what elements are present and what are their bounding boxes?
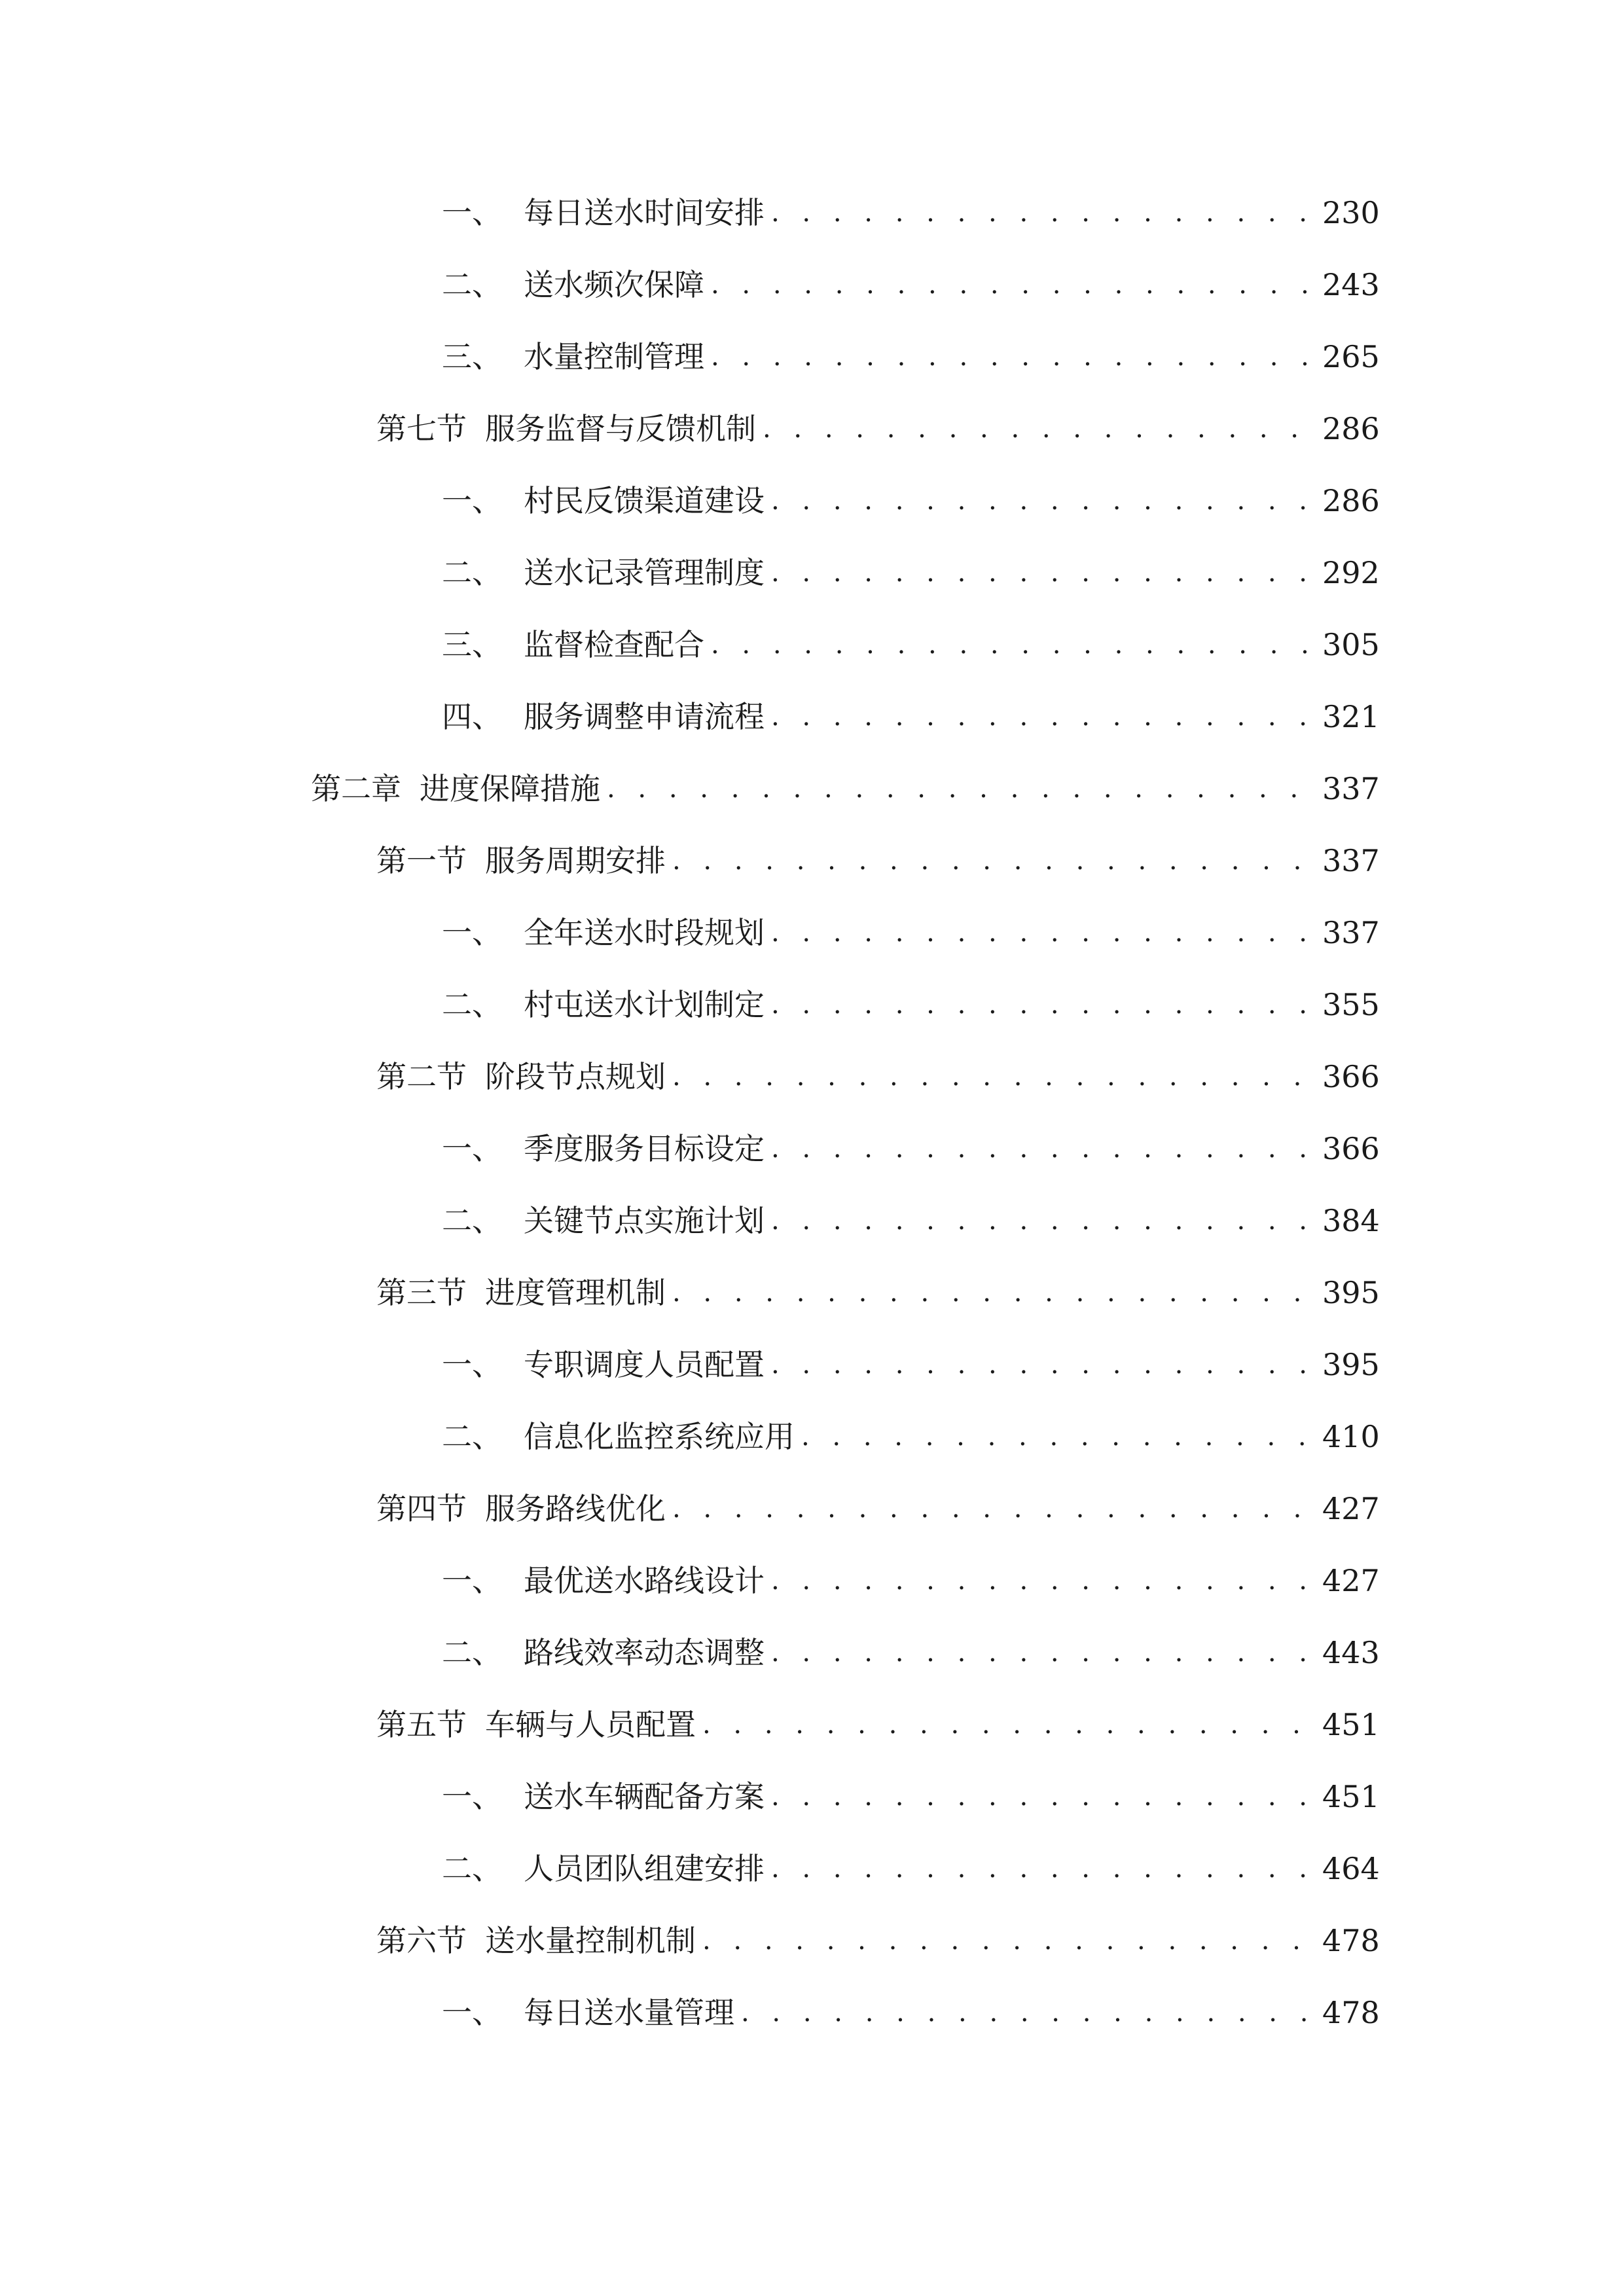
toc-dot-leader bbox=[771, 694, 1310, 740]
toc-dot-leader bbox=[771, 1774, 1310, 1820]
toc-entry-number: 二、 bbox=[442, 1851, 502, 1886]
toc-entry[interactable] bbox=[442, 1126, 1380, 1172]
toc-entry-page-number: 292 bbox=[1322, 555, 1380, 590]
toc-entry[interactable] bbox=[442, 1990, 1380, 2036]
toc-dot-leader bbox=[672, 838, 1310, 884]
toc-entry-page-number: 410 bbox=[1322, 1419, 1380, 1454]
toc-entry-number: 一、 bbox=[442, 1347, 502, 1382]
toc-entry[interactable] bbox=[442, 550, 1380, 596]
toc-entry-page-number: 395 bbox=[1322, 1275, 1380, 1310]
toc-entry-page-number: 384 bbox=[1322, 1203, 1380, 1238]
toc-dot-leader bbox=[711, 262, 1310, 308]
toc-dot-leader bbox=[801, 1414, 1310, 1460]
toc-entry-page-number: 265 bbox=[1322, 339, 1380, 374]
toc-entry-page-number: 286 bbox=[1322, 483, 1380, 518]
toc-dot-leader bbox=[672, 1270, 1310, 1316]
toc-entry[interactable] bbox=[442, 694, 1380, 740]
toc-entry-page-number: 337 bbox=[1322, 915, 1380, 950]
toc-entry[interactable] bbox=[442, 1414, 1380, 1460]
toc-entry-title: 村屯送水计划制定 bbox=[524, 987, 765, 1022]
toc-entry-title: 信息化监控系统应用 bbox=[524, 1419, 795, 1454]
toc-entry-number: 二、 bbox=[442, 267, 502, 302]
toc-entry-title: 最优送水路线设计 bbox=[524, 1563, 765, 1598]
toc-entry-title: 送水量控制机制 bbox=[485, 1923, 696, 1958]
toc-entry[interactable] bbox=[442, 334, 1380, 380]
toc-entry-page-number: 427 bbox=[1322, 1563, 1380, 1598]
toc-entry[interactable] bbox=[442, 1846, 1380, 1892]
toc-entry[interactable] bbox=[376, 1918, 1380, 1964]
toc-dot-leader bbox=[771, 478, 1310, 524]
toc-entry-number: 四、 bbox=[442, 699, 502, 734]
toc-entry-title: 专职调度人员配置 bbox=[524, 1347, 765, 1382]
toc-entry-title: 进度保障措施 bbox=[420, 771, 600, 806]
toc-entry-title: 服务周期安排 bbox=[485, 843, 666, 878]
toc-entry-number: 三、 bbox=[442, 339, 502, 374]
toc-entry-number: 二、 bbox=[442, 1635, 502, 1670]
toc-entry[interactable] bbox=[442, 1342, 1380, 1388]
toc-entry-title: 村民反馈渠道建设 bbox=[524, 483, 765, 518]
toc-entry[interactable] bbox=[442, 1774, 1380, 1820]
toc-entry-page-number: 464 bbox=[1322, 1851, 1380, 1886]
toc-entry-title: 监督检查配合 bbox=[524, 627, 704, 662]
toc-dot-leader bbox=[771, 1342, 1310, 1388]
toc-entry[interactable] bbox=[442, 1558, 1380, 1604]
toc-entry-page-number: 305 bbox=[1322, 627, 1380, 662]
toc-dot-leader bbox=[763, 406, 1310, 452]
toc-dot-leader bbox=[771, 1558, 1310, 1604]
toc-entry-title: 路线效率动态调整 bbox=[524, 1635, 765, 1670]
toc-entry-page-number: 286 bbox=[1322, 411, 1380, 446]
toc-entry-page-number: 366 bbox=[1322, 1131, 1380, 1166]
toc-entry-number: 一、 bbox=[442, 1779, 502, 1814]
toc-entry-page-number: 337 bbox=[1322, 843, 1380, 878]
toc-entry-number: 一、 bbox=[442, 195, 502, 230]
toc-entry-title: 每日送水量管理 bbox=[524, 1995, 734, 2030]
toc-entry[interactable] bbox=[376, 1270, 1380, 1316]
toc-dot-leader bbox=[711, 334, 1310, 380]
toc-entry[interactable] bbox=[376, 1486, 1380, 1532]
toc-entry-number: 第七节 bbox=[376, 411, 467, 446]
toc-entry-page-number: 443 bbox=[1322, 1635, 1380, 1670]
toc-dot-leader bbox=[672, 1486, 1310, 1532]
toc-entry-title: 每日送水时间安排 bbox=[524, 195, 765, 230]
toc-entry-number: 第二节 bbox=[376, 1059, 467, 1094]
toc-entry-number: 二、 bbox=[442, 987, 502, 1022]
toc-dot-leader bbox=[771, 550, 1310, 596]
toc-entry-title: 季度服务目标设定 bbox=[524, 1131, 765, 1166]
toc-entry-number: 一、 bbox=[442, 483, 502, 518]
toc-entry-number: 二、 bbox=[442, 1419, 502, 1454]
toc-entry-number: 第三节 bbox=[376, 1275, 467, 1310]
toc-entry-page-number: 243 bbox=[1322, 267, 1380, 302]
toc-entry-page-number: 427 bbox=[1322, 1491, 1380, 1526]
toc-entry-number: 一、 bbox=[442, 1995, 502, 2030]
toc-entry-number: 三、 bbox=[442, 627, 502, 662]
toc-entry[interactable] bbox=[376, 1054, 1380, 1100]
toc-entry-number: 第六节 bbox=[376, 1923, 467, 1958]
toc-entry-title: 全年送水时段规划 bbox=[524, 915, 765, 950]
toc-entry-title: 服务监督与反馈机制 bbox=[485, 411, 756, 446]
toc-dot-leader bbox=[702, 1918, 1310, 1964]
toc-dot-leader bbox=[711, 622, 1310, 668]
toc-entry-page-number: 478 bbox=[1322, 1995, 1380, 2030]
toc-dot-leader bbox=[741, 1990, 1310, 2036]
toc-entry-number: 一、 bbox=[442, 1131, 502, 1166]
toc-entry[interactable] bbox=[442, 262, 1380, 308]
toc-entry[interactable] bbox=[376, 1702, 1380, 1748]
toc-entry[interactable] bbox=[311, 766, 1380, 812]
toc-entry[interactable] bbox=[376, 838, 1380, 884]
toc-entry-number: 二、 bbox=[442, 1203, 502, 1238]
toc-entry-page-number: 321 bbox=[1322, 699, 1380, 734]
toc-entry-number: 第五节 bbox=[376, 1707, 467, 1742]
toc-entry-title: 水量控制管理 bbox=[524, 339, 704, 374]
toc-entry-number: 二、 bbox=[442, 555, 502, 590]
toc-entry-number: 一、 bbox=[442, 1563, 502, 1598]
toc-dot-leader bbox=[771, 1126, 1310, 1172]
toc-entry[interactable] bbox=[442, 622, 1380, 668]
toc-entry-title: 服务路线优化 bbox=[485, 1491, 666, 1526]
toc-entry[interactable] bbox=[442, 478, 1380, 524]
toc-entry-title: 人员团队组建安排 bbox=[524, 1851, 765, 1886]
toc-entry-title: 进度管理机制 bbox=[485, 1275, 666, 1310]
toc-dot-leader bbox=[672, 1054, 1310, 1100]
toc-entry-title: 服务调整申请流程 bbox=[524, 699, 765, 734]
toc-entry-page-number: 395 bbox=[1322, 1347, 1380, 1382]
toc-dot-leader bbox=[771, 982, 1310, 1028]
toc-entry[interactable] bbox=[442, 1198, 1380, 1244]
toc-entry-number: 第一节 bbox=[376, 843, 467, 878]
toc-dot-leader bbox=[771, 1630, 1310, 1676]
toc-entry-title: 车辆与人员配置 bbox=[485, 1707, 696, 1742]
toc-entry-title: 送水记录管理制度 bbox=[524, 555, 765, 590]
toc-dot-leader bbox=[771, 910, 1310, 956]
toc-entry-title: 阶段节点规划 bbox=[485, 1059, 666, 1094]
toc-entry-page-number: 355 bbox=[1322, 987, 1380, 1022]
toc-entry-page-number: 366 bbox=[1322, 1059, 1380, 1094]
toc-entry-number: 第四节 bbox=[376, 1491, 467, 1526]
toc-entry-title: 关键节点实施计划 bbox=[524, 1203, 765, 1238]
toc-dot-leader bbox=[771, 1198, 1310, 1244]
toc-entry-title: 送水频次保障 bbox=[524, 267, 704, 302]
toc-entry-number: 第二章 bbox=[311, 771, 401, 806]
toc-entry-page-number: 451 bbox=[1322, 1779, 1380, 1814]
toc-entry[interactable] bbox=[442, 910, 1380, 956]
toc-entry-page-number: 451 bbox=[1322, 1707, 1380, 1742]
toc-entry-title: 送水车辆配备方案 bbox=[524, 1779, 765, 1814]
toc-entry[interactable] bbox=[442, 1630, 1380, 1676]
toc-dot-leader bbox=[771, 1846, 1310, 1892]
toc-dot-leader bbox=[702, 1702, 1310, 1748]
toc-entry-number: 一、 bbox=[442, 915, 502, 950]
toc-entry-page-number: 230 bbox=[1322, 195, 1380, 230]
toc-dot-leader bbox=[771, 190, 1310, 236]
toc-entry[interactable] bbox=[442, 190, 1380, 236]
toc-entry[interactable] bbox=[376, 406, 1380, 452]
toc-entry-page-number: 478 bbox=[1322, 1923, 1380, 1958]
toc-entry[interactable] bbox=[442, 982, 1380, 1028]
toc-entry-page-number: 337 bbox=[1322, 771, 1380, 806]
toc-dot-leader bbox=[607, 766, 1310, 812]
